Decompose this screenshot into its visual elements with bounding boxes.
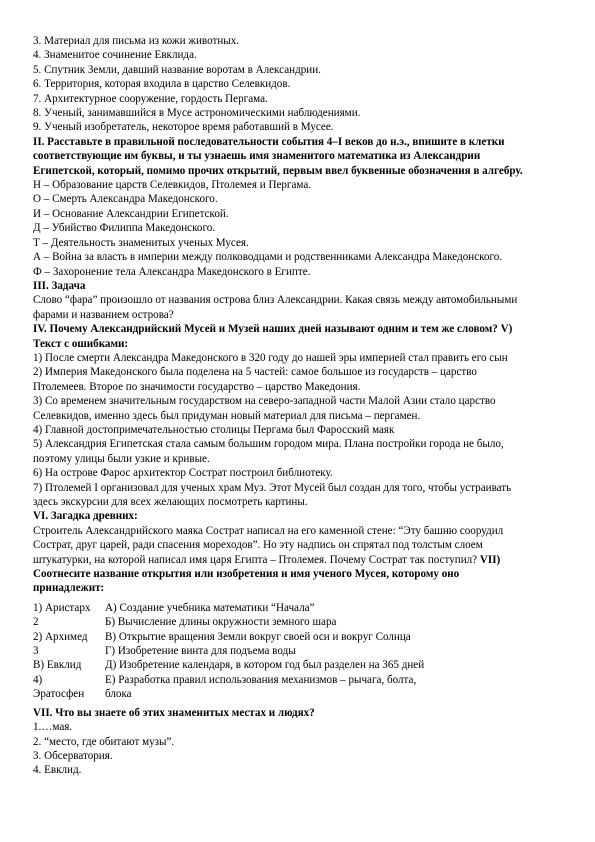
discovery-cell: А) Создание учебника математики “Начала” [105,601,315,614]
section-heading: IV. Почему Александрийский Мусей и Музей наших дней называют одним и тем же словом? V) [33,323,513,336]
error-text-line: Селевкидов, именно здесь был придуман новый материал для письма – пергамен. [33,409,421,422]
event-item: И – Основание Александрии Египетской. [33,207,229,220]
list-item: 7. Архитектурное сооружение, гордость Пергама. [33,92,268,105]
list-item: 8. Ученый, занимавшийся в Мусе астрономическими наблюдениями. [33,107,361,120]
discovery-cell: Б) Вычисление длины окружности земного шара [105,616,337,629]
error-text-line: 1) После смерти Александра Македонского в 320 году до нашей эры империей стал править его сын [33,351,508,364]
scientist-cell: В) Евклид [33,659,82,672]
paragraph-line [33,553,563,567]
error-text-line: 4) Главной достопримечательностью столицы Пергама был Фаросский маяк [33,423,395,436]
discovery-cell: В) Открытие вращения Земли вокруг своей оси и вокруг Солнца [105,630,411,643]
section-3 [33,279,563,322]
list-top [33,34,563,135]
section-heading: принадлежит: [33,582,105,595]
table-row [33,644,424,658]
event-item: О – Смерть Александра Македонского. [33,193,218,206]
paragraph-line: Сострат, друг царей, ради спасения мореходов”. Но эту надпись он спрятал под толстым слоем [33,539,483,552]
section-heading: Соотнесите название открытия или изобретения и имя ученого Мусея, которому оно [33,568,460,581]
section-heading: Текст с ошибками: [33,337,129,350]
event-item: А – Война за власть в империи между полководцами и родственниками Александра Македонского. [33,251,503,264]
error-text-line: 3) Со временем значительным государством на северо-западной части Малой Азии стало царство [33,395,496,408]
section-heading: соответствующие им буквы, и ты узнаешь имя знаменитого математика из Александрии [33,150,481,163]
list-item: 6. Территория, которая входила в царство Селевкидов. [33,78,291,91]
paragraph-line: Строитель Александрийского маяка Сострат написал на его каменной стене: “Эту башню соорудил [33,524,504,537]
scientist-cell: 1) Аристарх [33,601,91,614]
document-page [33,34,563,778]
section-6 [33,509,563,595]
discovery-cell: Г) Изобретение винта для подъема воды [105,645,296,658]
discovery-cell: Д) Изобретение календаря, в котором год был разделен на 365 дней [105,659,425,672]
section-heading: VI. Загадка древних: [33,510,138,523]
list-item: 2. “место, где обитают музы”. [33,735,175,748]
list-item: 5. Спутник Земли, давший название воротам в Александрии. [33,63,321,76]
section-2 [33,135,563,279]
paragraph-line: фарами и названием острова? [33,308,174,321]
discovery-cell: блока [105,688,132,701]
list-item: 3. Материал для письма из кожи животных. [33,35,240,47]
table-row [33,687,424,701]
table-row [33,601,424,615]
section-heading: III. Задача [33,279,86,292]
section-heading: II. Расставьте в правильной последовательности события 4–I веков до н.э., впишите в клетки [33,135,505,148]
list-item: 4. Знаменитое сочинение Евклида. [33,49,197,62]
section-heading: VII. Что вы знаете об этих знаменитых местах и людях? [33,706,315,719]
matching-table [33,601,424,702]
error-text-line: 2) Империя Македонского была поделена на 5 частей: самое большое из государств – царство [33,366,477,379]
error-text-line: 6) На острове Фарос архитектор Сострат построил библиотеку. [33,467,333,480]
section-number: VII) [479,553,501,566]
list-item: 4. Евклид. [33,764,82,777]
section-4 [33,322,563,509]
table-row [33,658,424,672]
scientist-cell: 2 [33,616,39,629]
event-item: Т – Деятельность знаменитых ученых Мусея. [33,236,249,249]
error-text-line: здесь экскурсии для всех желающих посмотреть картины. [33,496,308,508]
paragraph-text: штукатурки, на которой написал имя царя Египта – Птолемея. Почему Сострат так поступил? [33,553,478,566]
scientist-cell: 2) Архимед [33,630,88,643]
error-text-line: 7) Птолемей I организовал для ученых храм Муз. Этот Мусей был создан для того, чтобы устраивать [33,481,512,494]
paragraph-line: Слово “фара” произошло от названия острова близ Александрии. Какая связь между автомобильными [33,294,518,307]
discovery-cell: Е) Разработка правил использования механизмов – рычага, болта, [105,673,417,686]
list-item: 9. Ученый изобретатель, некоторое время работавший в Мусее. [33,121,334,134]
table-row [33,615,424,629]
scientist-cell: Эратосфен [33,688,85,701]
error-text-line: 5) Александрия Египетская стала самым большим городом мира. Плана постройки города не было, [33,438,504,451]
event-item: Ф – Захоронение тела Александра Македонского в Египте. [33,265,311,278]
error-text-line: Птолемеев. Второе по значимости государство – царство Македония. [33,380,361,393]
table-row [33,630,424,644]
section-heading: Египетской, который, помимо прочих открытий, первым ввел буквенные обозначения в алгебру. [33,164,523,177]
section-7 [33,706,563,778]
scientist-cell: 4) [33,673,43,686]
table-row [33,673,424,687]
error-text-line: поэтому улицы были узкие и кривые. [33,452,210,465]
list-item: 3. Обсерватория. [33,749,113,762]
scientist-cell: 3 [33,645,39,658]
list-item: 1.…мая. [33,721,73,734]
event-item: Н – Образование царств Селевкидов, Птолемея и Пергама. [33,179,312,192]
event-item: Д – Убийство Филиппа Македонского. [33,222,216,235]
